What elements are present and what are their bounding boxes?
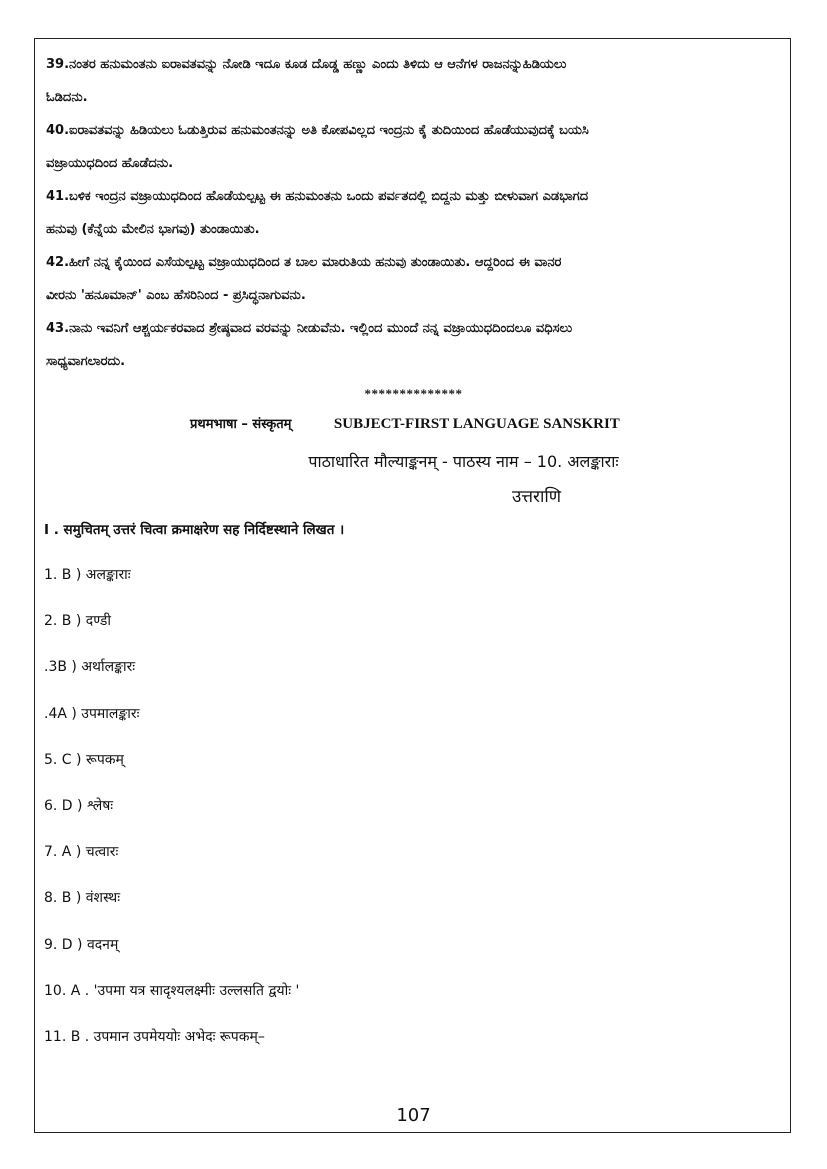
answer-item: 10. A . 'उपमा यत्र सादृश्यलक्ष्मीः उल्लसति द्वयोः ': [44, 982, 300, 999]
answers-title: उत्तराणि: [511, 487, 562, 507]
answer-item: .3B ) अर्थालङ्कारः: [44, 659, 136, 676]
kannada-line: 39.ನಂತರ ಹನುಮಂತನು ಐರಾವತವನ್ನು ನೋಡಿ ಇದೂ ಕೂಡ ದೊಡ್ಡ ಹಣ್ಣು ಎಂದು ತಿಳಿದು ಆ ಆನೆಗಳ ರಾಜನನ್ನುಹಿಡಿಯಲು: [46, 57, 567, 72]
answer-item: 6. D ) श्लेषः: [44, 797, 114, 814]
kannada-line: ವೀರನು 'ಹನೂಮಾನ್' ಎಂಬ ಹೆಸರಿನಿಂದ - ಪ್ರಸಿದ್ಧನಾಗುವನು.: [46, 288, 306, 303]
kannada-line: 41.ಬಳಿಕ ಇಂದ್ರನ ವಜ್ರಾಯುಧದಿಂದ ಹೊಡೆಯಲ್ಪಟ್ಟ ಈ ಹನುಮಂತನು ಒಂದು ಪರ್ವತದಲ್ಲಿ ಬಿದ್ದನು ಮತ್ತು ಬೀಳುವಾಗ ಎಡಭಾಗದ: [46, 189, 589, 204]
lesson-title: पाठाधारित मौल्याङ्कनम् - पाठस्य नाम – 10. अलङ्काराः: [308, 452, 619, 471]
answer-item: 1. B ) अलङ्काराः: [44, 567, 131, 583]
answer-item: 5. C ) रूपकम्: [44, 751, 124, 768]
answer-item: 7. A ) चत्वारः: [44, 844, 119, 861]
question-instruction: I . समुचितम् उत्तरं चित्वा क्रमाक्षरेण सह निर्दिष्टस्थाने लिखत ।: [44, 522, 345, 538]
section-separator: **************: [364, 386, 463, 401]
subject-heading: [190, 414, 620, 433]
answer-item: .4A ) उपमालङ्कारः: [44, 705, 140, 722]
answer-item: 9. D ) वदनम्: [44, 936, 119, 953]
kannada-line: ಸಾಧ್ಯವಾಗಲಾರದು.: [46, 354, 126, 369]
kannada-line: ಹನುವು (ಕೆನ್ನೆಯ ಮೇಲಿನ ಭಾಗವು) ತುಂಡಾಯಿತು.: [46, 222, 260, 237]
subject-english: SUBJECT-FIRST LANGUAGE SANSKRIT: [333, 416, 620, 432]
answer-item: 2. B ) दण्डी: [44, 613, 111, 630]
answer-item: 11. B . उपमान उपमेययोः अभेदः रूपकम्–: [44, 1028, 265, 1045]
answer-item: 8. B ) वंशस्थः: [44, 890, 121, 907]
page-number: 107: [396, 1105, 431, 1126]
kannada-line: 40.ಐರಾವತವನ್ನು ಹಿಡಿಯಲು ಓಡುತ್ತಿರುವ ಹನುಮಂತನನ್ನು ಅತಿ ಕೋಪವಿಲ್ಲದ ಇಂದ್ರನು ಕೈ ತುದಿಯಿಂದ ಹೊಡೆಯುವುದಕ್ಕೆ ಬಯಸಿ: [46, 123, 589, 138]
subject-hindi: प्रथमभाषा – संस्कृतम्: [190, 417, 292, 432]
answers-list: [44, 564, 299, 1072]
kannada-line: ಓಡಿದನು.: [46, 90, 88, 105]
kannada-line: ವಜ್ರಾಯುಧದಿಂದ ಹೊಡೆದನು.: [46, 156, 174, 171]
kannada-line: 43.ನಾನು ಇವನಿಗೆ ಆಶ್ಚರ್ಯಕರವಾದ ಶ್ರೇಷ್ಠವಾದ ವರವನ್ನು ನೀಡುವೆನು. ಇಲ್ಲಿಂದ ಮುಂದೆ ನನ್ನ ವಜ್ರಾಯುಧದಿಂದಲೂ ವಧಿಸಲು: [46, 321, 573, 336]
kannada-translation-block: [46, 48, 776, 378]
kannada-line: 42.ಹೀಗೆ ನನ್ನ ಕೈಯಿಂದ ಎಸೆಯಲ್ಪಟ್ಟ ವಜ್ರಾಯುಧದಿಂದ ತ ಬಾಲ ಮಾರುತಿಯ ಹನುವು ತುಂಡಾಯಿತು. ಆದ್ದರಿಂದ ಈ ವಾನರ: [46, 255, 562, 270]
